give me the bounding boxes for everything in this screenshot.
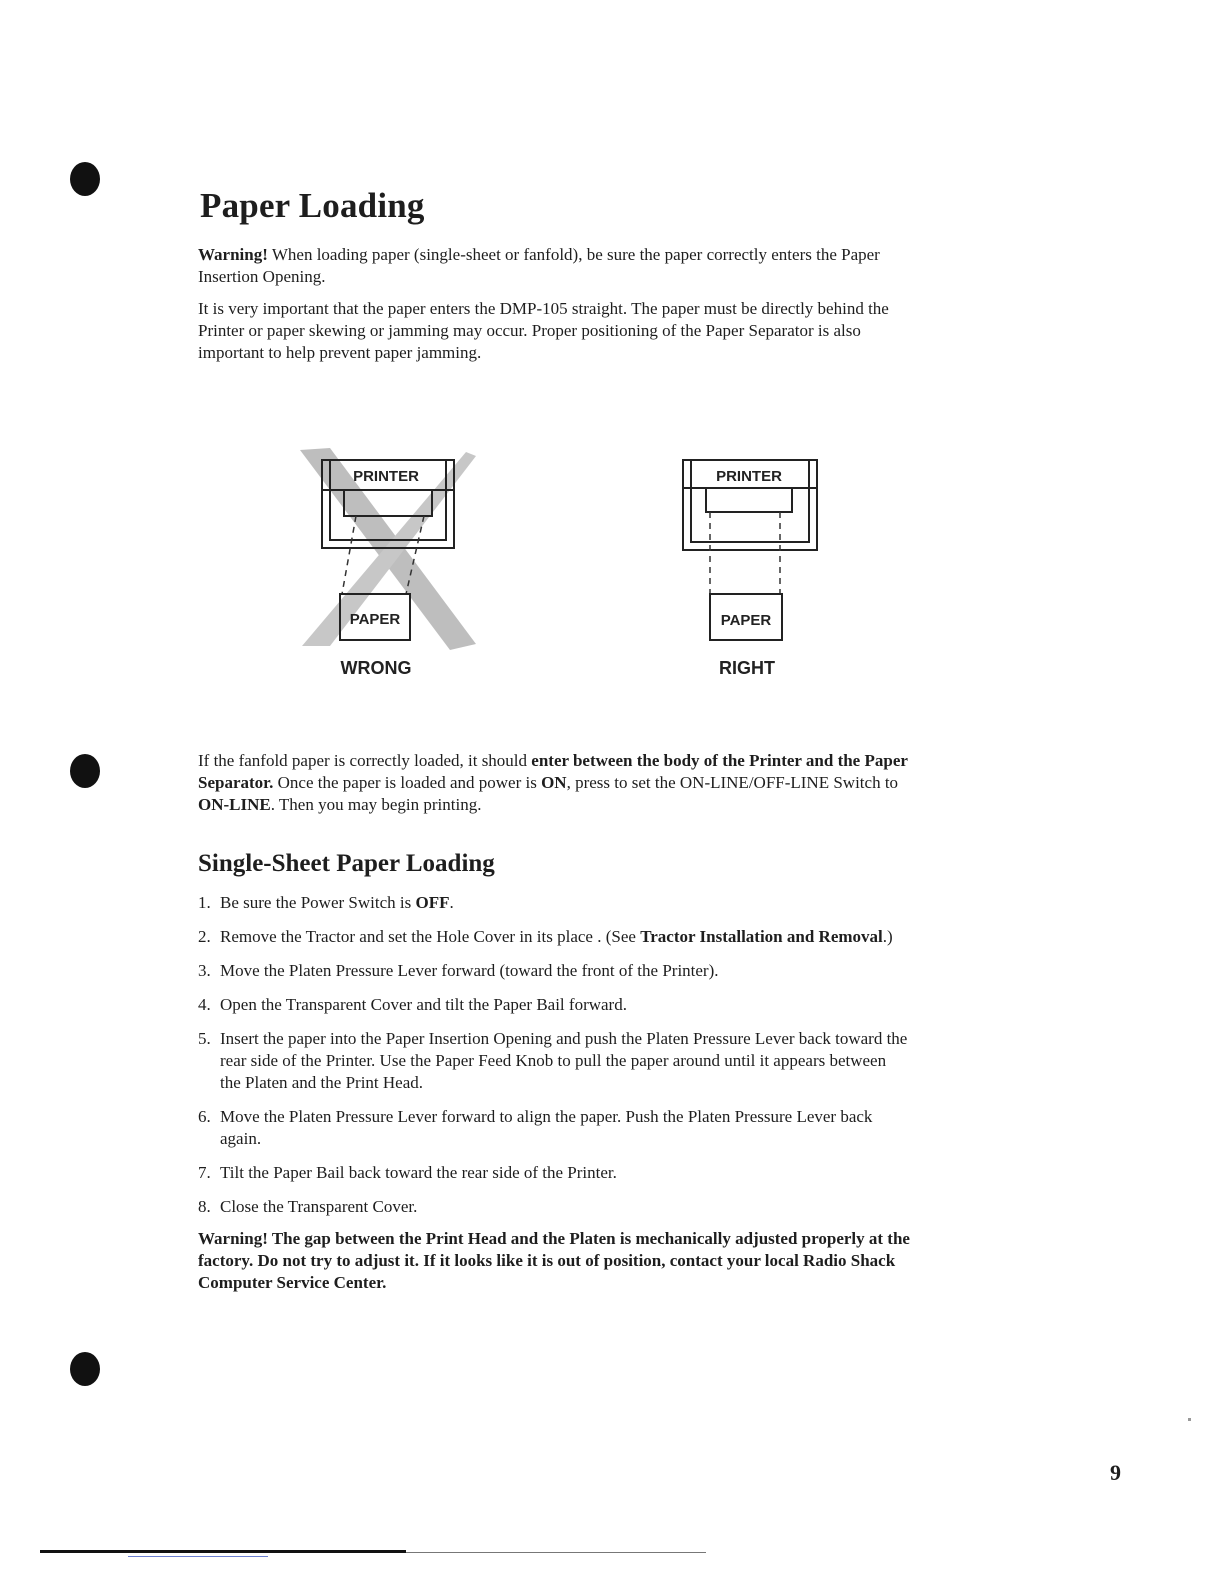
step-bold: OFF [415, 893, 450, 912]
step-number: 6. [198, 1107, 211, 1126]
binder-hole-middle [70, 754, 100, 788]
footer-rule-thin [406, 1552, 706, 1553]
intro-section [198, 244, 910, 364]
list-item [198, 1028, 910, 1094]
right-printer-label: PRINTER [716, 468, 782, 485]
wrong-figure [300, 448, 476, 678]
fanfold-section [198, 750, 910, 816]
step-text: Close the Transparent Cover. [220, 1197, 418, 1216]
right-caption: RIGHT [719, 658, 775, 678]
step-text-end: .) [882, 927, 893, 946]
wrong-caption: WRONG [340, 658, 412, 678]
step-bold: Tractor Installation and Removal [640, 927, 883, 946]
step-text: Move the Platen Pressure Lever forward (toward the front of the Printer). [220, 961, 719, 980]
wrong-printer-label: PRINTER [353, 468, 419, 485]
right-paper-label: PAPER [720, 612, 772, 629]
final-warning: Warning! The gap between the Print Head and the Platen is mechanically adjusted properly at the factory. Do not try to adjust it. If it looks like it is out of position, contact your local Radio Shack Computer Service Center. [198, 1229, 910, 1292]
step-text: Open the Transparent Cover and tilt the Paper Bail forward. [220, 995, 627, 1014]
page-title: Paper Loading [200, 186, 425, 225]
page-number: 9 [1110, 1460, 1121, 1485]
right-paper-path [710, 512, 780, 594]
footer-rule-accent [128, 1556, 268, 1557]
list-item [198, 1162, 910, 1184]
step-text: Tilt the Paper Bail back toward the rear side of the Printer. [220, 1163, 617, 1182]
step-text-end: . [449, 893, 454, 912]
right-figure [683, 460, 817, 678]
list-item [198, 994, 910, 1016]
list-item [198, 960, 910, 982]
fanfold-bold-2: ON [541, 773, 567, 792]
warning-text: When loading paper (single-sheet or fanfold), be sure the paper correctly enters the Paper Insertion Opening. [198, 245, 880, 286]
step-text: Insert the paper into the Paper Insertion Opening and push the Platen Pressure Lever back toward the rear side of the Printer. Use the Paper Feed Knob to pull the paper around until it appears between the Platen and the Print Head. [220, 1029, 908, 1092]
binder-hole-top [70, 162, 100, 196]
warning-paragraph [198, 244, 910, 288]
fanfold-text-4: . Then you may begin printing. [270, 795, 482, 814]
binder-hole-bottom [70, 1352, 100, 1386]
step-number: 1. [198, 893, 211, 912]
list-item [198, 892, 910, 914]
step-number: 2. [198, 927, 211, 946]
step-text: Remove the Tractor and set the Hole Cover in its place . (See [220, 927, 641, 946]
paper-alignment-diagram [290, 444, 850, 694]
fanfold-text-3: , press to set the ON-LINE/OFF-LINE Switch to [566, 773, 899, 792]
wrong-paper-label: PAPER [349, 611, 401, 628]
list-item [198, 1196, 910, 1218]
fanfold-bold-3: ON-LINE [198, 795, 271, 814]
fanfold-text-1: If the fanfold paper is correctly loaded, it should [198, 751, 532, 770]
step-number: 4. [198, 995, 211, 1014]
list-item [198, 926, 910, 948]
step-number: 8. [198, 1197, 211, 1216]
fanfold-paragraph [198, 750, 910, 816]
section-heading: Single-Sheet Paper Loading [198, 850, 495, 877]
step-number: 5. [198, 1029, 211, 1048]
step-number: 3. [198, 961, 211, 980]
warning-label: Warning! [198, 245, 268, 264]
fanfold-bold-1: enter between the body of the Printer and the Paper Separator. [198, 751, 908, 792]
step-text: Move the Platen Pressure Lever forward to align the paper. Push the Platen Pressure Lever back again. [220, 1107, 873, 1148]
step-text: Be sure the Power Switch is [220, 893, 416, 912]
steps-list [198, 892, 910, 1218]
scan-speck [1188, 1418, 1191, 1421]
step-number: 7. [198, 1163, 211, 1182]
list-item [198, 1106, 910, 1150]
fanfold-text-2: Once the paper is loaded and power is [273, 773, 542, 792]
steps-section [198, 892, 910, 1294]
intro-paragraph: It is very important that the paper enters the DMP-105 straight. The paper must be directly behind the Printer or paper skewing or jamming may occur. Proper positioning of the Paper Separator is also important to help prevent paper jamming. [198, 299, 889, 362]
footer-rule [40, 1550, 406, 1553]
